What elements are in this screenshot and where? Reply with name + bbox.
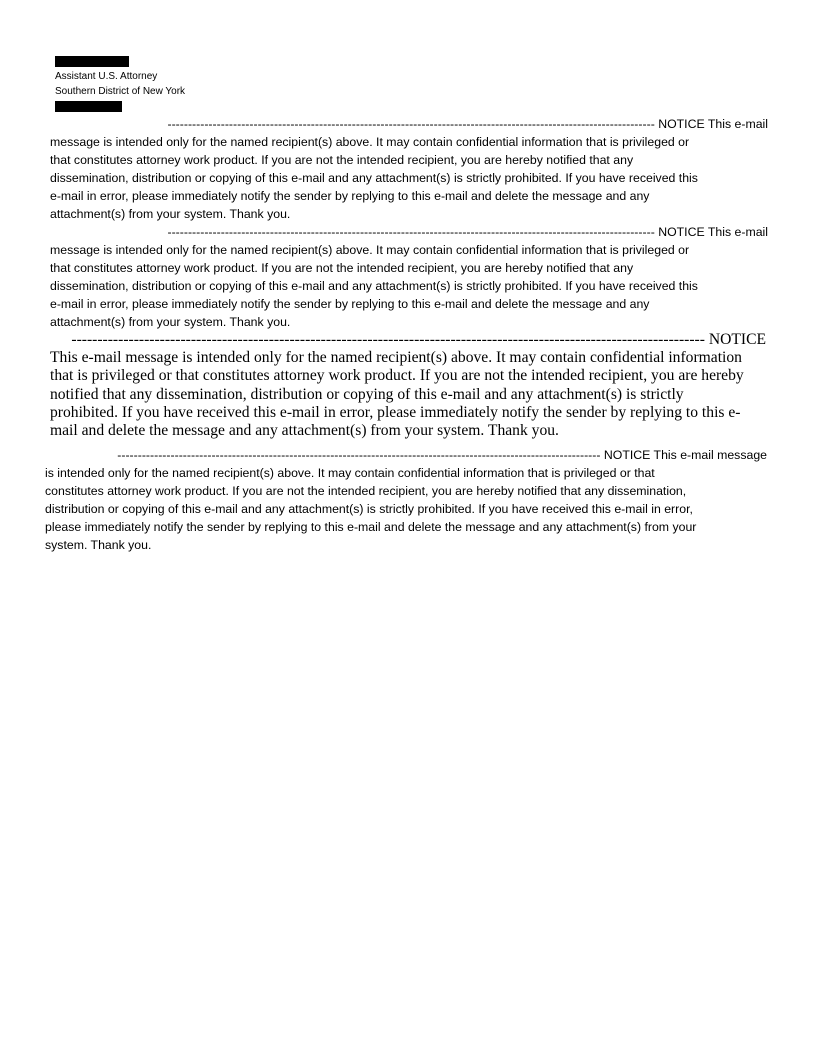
notice-text-line: This e-mail message is intended only for the named recipient(s) above. It may contain confidential information: [50, 349, 742, 367]
dash-separator: ----------------------------------------------------------------------------------------------------------------------: [117, 448, 601, 462]
notice-text-line: e-mail in error, please immediately notify the sender by replying to this e-mail and delete the message and any: [50, 297, 650, 312]
notice-text-line: that is privileged or that constitutes attorney work product. If you are not the intended recipient, you are hereby: [50, 367, 744, 385]
notice-text-line: please immediately notify the sender by replying to this e-mail and delete the message and any attachment(s) from your: [45, 520, 697, 535]
dash-separator: -----------------------------------------------------------------------------------------------------------------------: [167, 225, 655, 239]
dash-separator: -----------------------------------------------------------------------------------------------------------------------: [167, 117, 655, 131]
notice-text-line: message is intended only for the named recipient(s) above. It may contain confidential information that is privileged or: [50, 135, 690, 150]
notice-text-line: distribution or copying of this e-mail and any attachment(s) is strictly prohibited. If you have received this e-mail in error,: [45, 502, 693, 517]
notice-header-line: [45, 446, 767, 464]
signature-title: Assistant U.S. Attorney: [55, 71, 158, 82]
confidentiality-notice: [50, 115, 768, 224]
notice-text-line: mail and delete the message and any attachment(s) from your system. Thank you.: [50, 422, 559, 440]
notice-header-line: [50, 115, 768, 133]
notice-text-line: notified that any dissemination, distribution or copying of this e-mail and any attachment(s) is strictly: [50, 385, 684, 403]
notice-text-line: dissemination, distribution or copying of this e-mail and any attachment(s) is strictly prohibited. If you have received this: [50, 171, 698, 186]
notice-header-line: [50, 223, 768, 241]
confidentiality-notice: [50, 331, 766, 440]
signature-block: [55, 56, 185, 112]
notice-header-line: [50, 331, 766, 349]
notice-text-line: message is intended only for the named recipient(s) above. It may contain confidential information that is privileged or: [50, 243, 690, 258]
notice-text-line: dissemination, distribution or copying of this e-mail and any attachment(s) is strictly prohibited. If you have received this: [50, 279, 698, 294]
confidentiality-notice: [50, 223, 768, 332]
notice-text-line: prohibited. If you have received this e-mail in error, please immediately notify the sender by replying to this e-: [50, 403, 741, 421]
notice-heading: NOTICE This e-mail: [658, 117, 768, 131]
redaction-bar: [55, 56, 129, 67]
dash-separator: --------------------------------------------------------------------------------------------------------------------------: [71, 331, 705, 348]
signature-office: Southern District of New York: [55, 86, 186, 97]
notice-text-line: constitutes attorney work product. If you are not the intended recipient, you are hereby notified that any dissemination,: [45, 484, 687, 499]
notice-text-line: attachment(s) from your system. Thank you.: [50, 315, 291, 330]
notice-heading: NOTICE: [708, 331, 766, 348]
notice-heading: NOTICE This e-mail message: [603, 448, 767, 462]
notice-text-line: e-mail in error, please immediately notify the sender by replying to this e-mail and delete the message and any: [50, 189, 650, 204]
notice-text-line: that constitutes attorney work product. If you are not the intended recipient, you are hereby notified that any: [50, 261, 634, 276]
notice-heading: NOTICE This e-mail: [658, 225, 768, 239]
confidentiality-notice: [45, 446, 767, 555]
notice-text-line: attachment(s) from your system. Thank you.: [50, 207, 291, 222]
redaction-bar: [55, 101, 122, 112]
notice-text-line: that constitutes attorney work product. If you are not the intended recipient, you are hereby notified that any: [50, 153, 634, 168]
notice-text-line: system. Thank you.: [45, 538, 152, 553]
notice-text-line: is intended only for the named recipient(s) above. It may contain confidential information that is privileged or that: [45, 466, 655, 481]
